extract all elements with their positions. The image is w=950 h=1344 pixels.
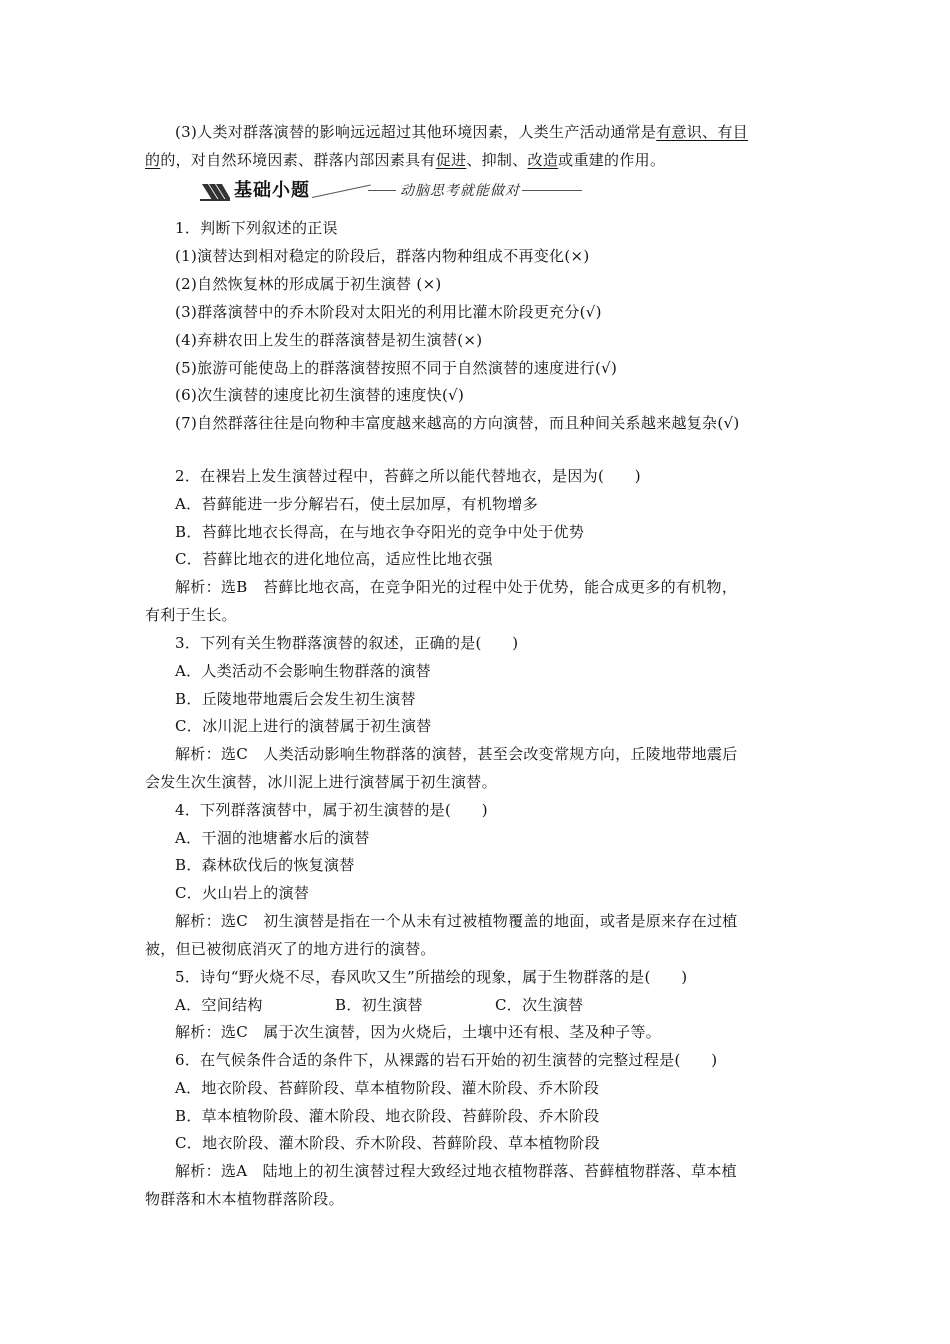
q5-option-b: B．初生演替 (335, 996, 423, 1014)
q1-item: (1)演替达到相对稳定的阶段后，群落内物种组成不再变化(×) (175, 247, 590, 265)
q2-answer: 解析：选B 苔藓比地衣高，在竞争阳光的过程中处于优势，能合成更多的有机物， (175, 578, 738, 596)
q1-item: (5)旅游可能使岛上的群落演替按照不同于自然演替的速度进行(√) (175, 359, 618, 377)
q1-item: (4)弃耕农田上发生的群落演替是初生演替(×) (175, 331, 483, 349)
q6-option-b: B．草本植物阶段、灌木阶段、地衣阶段、苔藓阶段、乔木阶段 (175, 1107, 600, 1125)
q3-answer: 解析：选C 人类活动影响生物群落的演替，甚至会改变常规方向，丘陵地带地震后 (175, 745, 738, 763)
q3-option-b: B．丘陵地带地震后会发生初生演替 (175, 690, 416, 708)
q4-option-b: B．森林砍伐后的恢复演替 (175, 856, 355, 874)
q5-option-c: C．次生演替 (495, 996, 584, 1014)
q6-answer: 解析：选A 陆地上的初生演替过程大致经过地衣植物群落、苔藓植物群落、草本植 (175, 1162, 737, 1180)
q6-option-c: C．地衣阶段、灌木阶段、乔木阶段、苔藓阶段、草本植物阶段 (175, 1134, 600, 1152)
q1-item: (3)群落演替中的乔木阶段对太阳光的利用比灌木阶段更充分(√) (175, 303, 602, 321)
underlined-keyword: 有意识、有目 (656, 123, 748, 141)
question-5-stem: 5．诗句“野火烧不尽，春风吹又生”所描绘的现象，属于生物群落的是( ) (175, 968, 688, 986)
section-title: 基础小题 (234, 180, 310, 201)
q5-answer: 解析：选C 属于次生演替，因为火烧后，土壤中还有根、茎及种子等。 (175, 1023, 662, 1041)
question-1-stem: 1．判断下列叙述的正误 (175, 219, 338, 237)
question-6-stem: 6．在气候条件合适的条件下，从裸露的岩石开始的初生演替的完整过程是( ) (175, 1051, 718, 1069)
question-2-stem: 2．在裸岩上发生演替过程中，苔藓之所以能代替地衣，是因为( ) (175, 467, 641, 485)
underlined-keyword: 的 (145, 151, 161, 169)
q4-option-c: C．火山岩上的演替 (175, 884, 310, 902)
q4-answer: 解析：选C 初生演替是指在一个从未有过被植物覆盖的地面，或者是原来存在过植 (175, 912, 738, 930)
q1-item: (6)次生演替的速度比初生演替的速度快(√) (175, 386, 465, 404)
q6-answer-cont: 物群落和木本植物群落阶段。 (145, 1190, 344, 1208)
intro-line-1: (3)人类对群落演替的影响远远超过其他环境因素，人类生产活动通常是有意识、有目 (175, 123, 748, 141)
header-rule (522, 190, 582, 191)
q2-option-c: C．苔藓比地衣的进化地位高，适应性比地衣强 (175, 550, 493, 568)
q6-option-a: A．地衣阶段、苔藓阶段、草本植物阶段、灌木阶段、乔木阶段 (175, 1079, 600, 1097)
q4-answer-cont: 被，但已被彻底消灭了的地方进行的演替。 (145, 940, 436, 958)
underlined-keyword: 促进 (435, 151, 467, 169)
q4-option-a: A．干涸的池塘蓄水后的演替 (175, 829, 370, 847)
question-3-stem: 3．下列有关生物群落演替的叙述，正确的是( ) (175, 634, 519, 652)
q2-option-a: A．苔藓能进一步分解岩石，使土层加厚，有机物增多 (175, 495, 539, 513)
header-rule (368, 190, 396, 191)
q5-options (175, 995, 583, 1015)
q2-option-b: B．苔藓比地衣长得高，在与地衣争夺阳光的竞争中处于优势 (175, 523, 585, 541)
q3-answer-cont: 会发生次生演替，冰川泥上进行演替属于初生演替。 (145, 773, 497, 791)
q3-option-c: C．冰川泥上进行的演替属于初生演替 (175, 717, 432, 735)
stripes-icon (200, 182, 230, 202)
q5-option-a: A．空间结构 (175, 996, 263, 1014)
section-header (200, 178, 560, 206)
section-subtitle: 动脑思考就能做对 (400, 183, 520, 199)
q1-item: (2)自然恢复林的形成属于初生演替 (×) (175, 275, 442, 293)
header-rule (312, 185, 371, 198)
q2-answer-cont: 有利于生长。 (145, 606, 237, 624)
underlined-keyword: 改造 (527, 151, 559, 169)
q1-item: (7)自然群落往往是向物种丰富度越来越高的方向演替，而且种间关系越来越复杂(√) (175, 414, 740, 432)
intro-line-2: 的的，对自然环境因素、群落内部因素具有促进、抑制、改造或重建的作用。 (145, 151, 666, 169)
question-4-stem: 4．下列群落演替中，属于初生演替的是( ) (175, 801, 488, 819)
q3-option-a: A．人类活动不会影响生物群落的演替 (175, 662, 431, 680)
